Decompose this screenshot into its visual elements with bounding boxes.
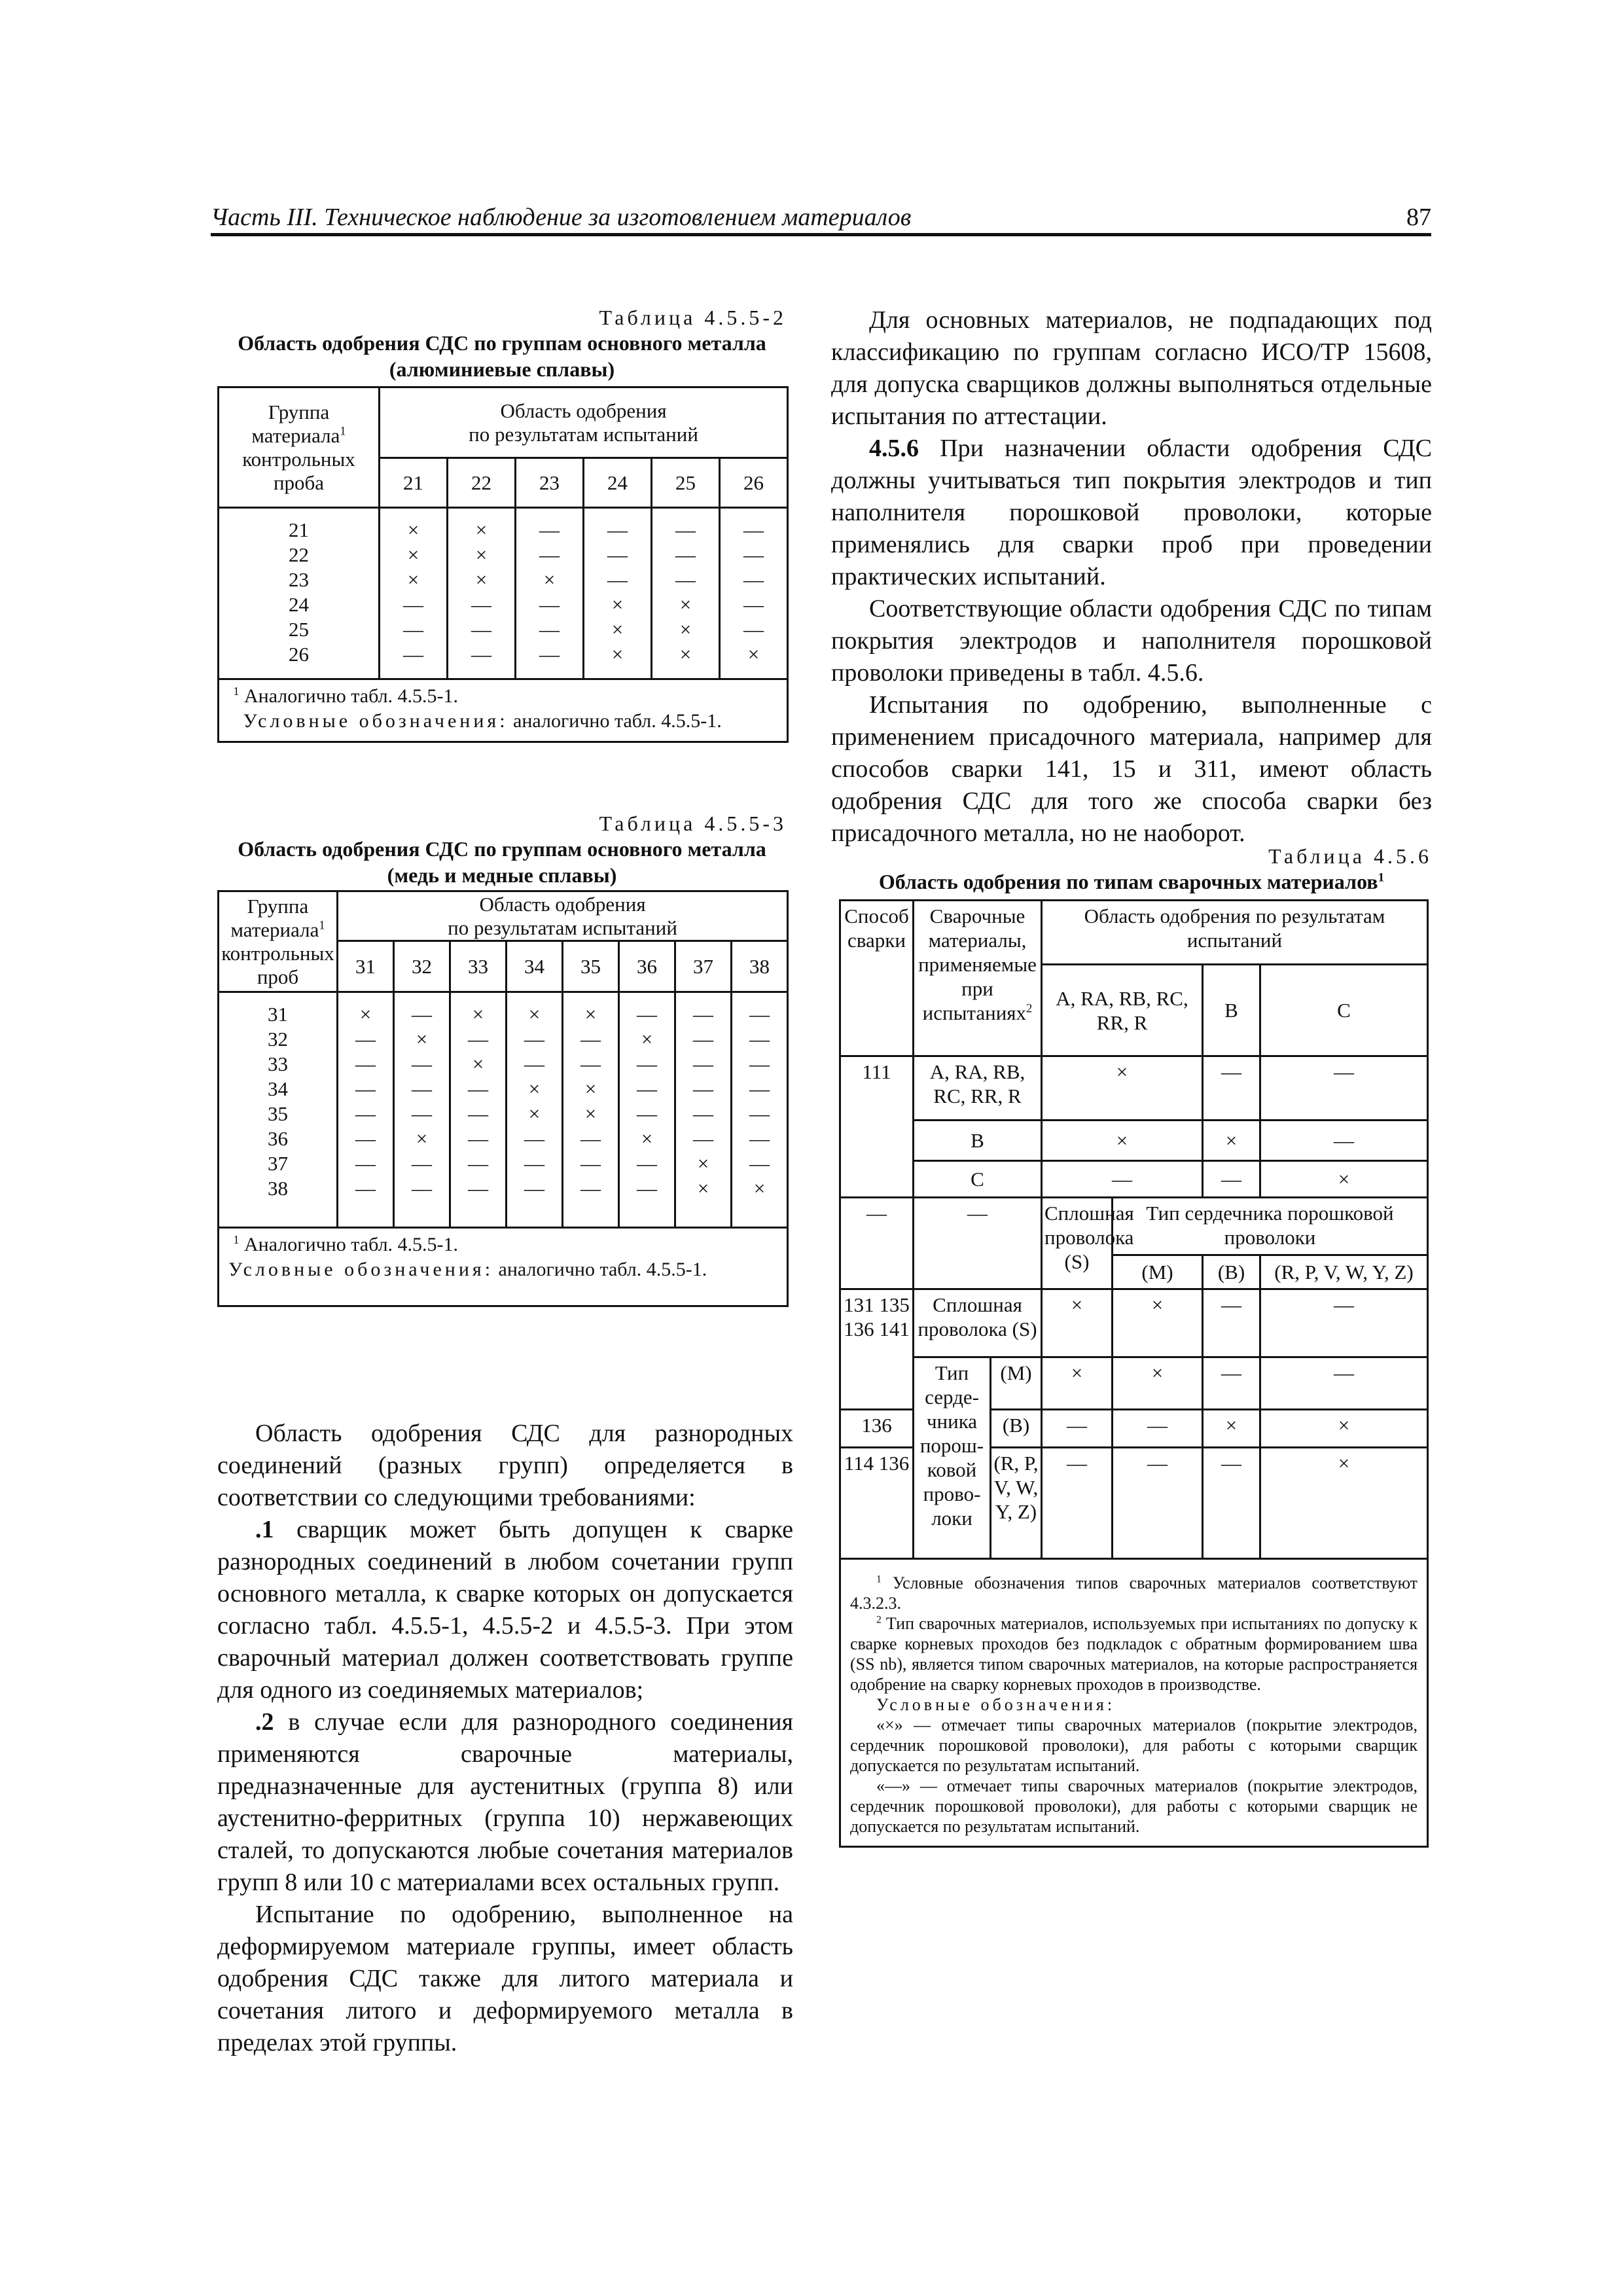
right-body-text — [831, 304, 1432, 850]
cell: × — [1042, 1357, 1113, 1410]
cell: × — [1042, 1056, 1203, 1121]
cell: — — [1260, 1056, 1428, 1121]
paragraph: Испытание по одобрению, выполненное на деформируемом материале группы, имеет область одобрения СДС также для литого материала и сочетания литого и деформируемого металла в пределах этой группы. — [217, 1901, 793, 2056]
table-title: Область одобрения по типам сварочных материалов$^1$ — [878, 870, 1385, 893]
table-4-5-5-2-caption — [217, 306, 787, 382]
col-marks: — — — — — × — [720, 508, 788, 679]
cell: — — [1113, 1410, 1203, 1448]
col-marks: × — × — — — — — — [450, 992, 507, 1228]
material-r: (R, P, V, W, Y, Z) — [991, 1448, 1042, 1559]
methods-group-b: 136 — [840, 1410, 914, 1448]
header-title: Часть III. Техническое наблюдение за изготовлением материалов — [211, 204, 912, 231]
cell: × — [1260, 1448, 1428, 1559]
col-header: 23 — [516, 458, 584, 508]
paragraph: Для основных материалов, не подпадающих под классификацию по группам согласно ИСО/ТР 15608, для допуска сварщиков должны выполняться отдельные испытания по аттестации. — [831, 306, 1432, 430]
col-marks: — — × — — — — [516, 508, 584, 679]
table-body — [219, 992, 788, 1228]
table-body — [219, 508, 788, 679]
page-number: 87 — [1406, 204, 1431, 231]
col-header: 26 — [720, 458, 788, 508]
cell: — — [1042, 1161, 1203, 1198]
col-header-c: C — [1260, 965, 1428, 1056]
col-marks: × — — × × — — — — [563, 992, 619, 1228]
col-header: 35 — [563, 941, 619, 992]
table-4-5-5-2 — [217, 386, 789, 743]
row-labels: 21 22 23 24 25 26 — [219, 508, 380, 679]
col-header: 24 — [584, 458, 652, 508]
cell: × — [1042, 1289, 1113, 1357]
row-labels: 31 32 33 34 35 36 37 38 — [219, 992, 338, 1228]
col-marks: × — — × × — — — — [507, 992, 563, 1228]
table-4-5-5-3 — [217, 890, 789, 1307]
cell: × — [1113, 1289, 1203, 1357]
col-header: 38 — [732, 941, 788, 992]
table-number: Таблица 4.5.5-3 — [599, 812, 787, 835]
material-core: Тип серде- чника порош- ковой прово- локи — [914, 1357, 991, 1559]
table-title: Область одобрения СДС по группам основного металла — [238, 331, 766, 355]
col-header: 22 — [448, 458, 516, 508]
col-header-b: B — [1203, 965, 1260, 1056]
group-header: Группа материала$^1$ контрольных проб — [219, 891, 338, 992]
cell: — — [1203, 1056, 1260, 1121]
cell: × — [1260, 1410, 1428, 1448]
material-c: C — [914, 1161, 1042, 1198]
col-header: 34 — [507, 941, 563, 992]
table-title: Область одобрения СДС по группам основного металла — [238, 837, 766, 861]
cell: — — [1260, 1289, 1428, 1357]
table-number: Таблица 4.5.6 — [1268, 844, 1432, 868]
cell: × — [1260, 1161, 1428, 1198]
col-marks: × — — — — — — — — [338, 992, 394, 1228]
methods-group-c: 114 136 — [840, 1448, 914, 1559]
material-b: B — [914, 1121, 1042, 1161]
sub-header-m: (M) — [1113, 1255, 1203, 1289]
col-marks: — — — — — — × × — [675, 992, 732, 1228]
table-4-5-5-3-caption — [217, 812, 787, 888]
running-header — [211, 200, 1431, 236]
table-number: Таблица 4.5.5-2 — [599, 306, 787, 329]
paragraph: Соответствующие области одобрения СДС по типам покрытия электродов и наполнителя порошковой проволоки приведены в табл. 4.5.6. — [831, 595, 1432, 687]
material-a-group: A, RA, RB, RC, RR, R — [914, 1056, 1042, 1121]
cell: — — [1203, 1448, 1260, 1559]
area-header: Область одобрения по результатам испытаний — [338, 891, 788, 941]
sub-header-core: Тип сердечника порошковой проволоки — [1113, 1198, 1428, 1255]
cell: — — [1042, 1448, 1113, 1559]
table-note: $^1$ Аналогично табл. 4.5.5-1. Условные обозначения: аналогично табл. 4.5.5-1. — [219, 1228, 788, 1306]
col-marks: × × × — — — — [448, 508, 516, 679]
table-notes: $^1$ Условные обозначения типов сварочных материалов соответствуют 4.3.2.3. $^2$ Тип сварочных материалов, используемых при испытаниях по допуску к сварке корневых проходов без подкладок с обратным формированием шва (SS nb), является типом сварочных материалов, на которые распространяется одобрение на сварку корневых проходов в производстве. Условные обозначения: «×» — отмечает типы сварочных материалов (покрытие электродов, сердечник порошковой проволоки), для работы с которыми сварщик допускается по результатам испытаний. «—» — отмечает типы сварочных материалов (покрытие электродов, сердечник порошковой проволоки), для работы с которыми сварщик не допускается по результатам испытаний. — [840, 1559, 1428, 1847]
left-body-text — [217, 1418, 793, 2059]
cell: — — [1203, 1289, 1260, 1357]
sub-header-b: (B) — [1203, 1255, 1260, 1289]
materials-header: Сварочные материалы, применяемые при испытаниях$^2$ — [914, 901, 1042, 1056]
cell: × — [1042, 1121, 1203, 1161]
method-header: Способ сварки — [840, 901, 914, 1056]
table-note: $^1$ Аналогично табл. 4.5.5-1. Условные обозначения: аналогично табл. 4.5.5-1. — [219, 679, 788, 742]
paragraph: 4.5.6 При назначении области одобрения СДС должны учитываться тип покрытия электродов и тип наполнителя порошковой проволоки, которые применялись для сварки проб при проведении практических испытаний. — [831, 435, 1432, 590]
paragraph: .1 сварщик может быть допущен к сварке разнородных соединений в любом сочетании групп основного металла, к сварке которых он допускается согласно табл. 4.5.5-1, 4.5.5-2 и 4.5.5-3. При этом сварочный материал должен соответствовать группе для одного из соединяемых материалов; — [217, 1516, 794, 1704]
col-header-a: A, RA, RB, RC, RR, R — [1042, 965, 1203, 1056]
cell: — — [1042, 1410, 1113, 1448]
table-4-5-6-caption — [831, 844, 1432, 895]
col-marks: — × — — — × — — — [619, 992, 675, 1228]
material-b: (B) — [991, 1410, 1042, 1448]
table-subtitle: (медь и медные сплавы) — [387, 863, 617, 887]
method-111: 111 — [840, 1056, 914, 1198]
cell: × — [1113, 1357, 1203, 1410]
area-header: Область одобрения по результатам испытаний — [1042, 901, 1428, 965]
col-header: 25 — [652, 458, 720, 508]
sub-header-r: (R, P, V, W, Y, Z) — [1260, 1255, 1428, 1289]
col-header: 31 — [338, 941, 394, 992]
cell: × — [1203, 1410, 1260, 1448]
cell: × — [1203, 1121, 1260, 1161]
paragraph: Испытания по одобрению, выполненные с применением присадочного материала, например для способов сварки 141, 15 и 311, имеют область одобрения СДС для того же способа сварки без присадочного металла, но не наоборот. — [831, 691, 1432, 847]
cell: — — [1260, 1121, 1428, 1161]
paragraph: .2 в случае если для разнородного соединения применяются сварочные материалы, предназначенные для аустенитных (группа 8) или аустенитно-ферритных (группа 10) нержавеющих сталей, то допускаются любые сочетания материалов групп 8 или 10 с материалами всех остальных групп. — [217, 1708, 794, 1896]
table-4-5-6 — [839, 899, 1429, 1848]
cell: — — [1203, 1161, 1260, 1198]
material-solid: Сплошная проволока (S) — [914, 1289, 1042, 1357]
group-header: Группа материала$^1$ контрольных проба — [219, 387, 380, 508]
dash-cell: — — [914, 1198, 1042, 1289]
col-header: 36 — [619, 941, 675, 992]
col-header: 32 — [394, 941, 450, 992]
paragraph: Область одобрения СДС для разнородных соединений (разных групп) определяется в соответствии со следующими требованиями: — [217, 1420, 793, 1511]
col-marks: — × — — — × — — — [394, 992, 450, 1228]
cell: — — [1113, 1448, 1203, 1559]
cell: — — [1260, 1357, 1428, 1410]
col-header: 33 — [450, 941, 507, 992]
col-header: 37 — [675, 941, 732, 992]
col-marks: — — — — — — — × — [732, 992, 788, 1228]
col-marks: — — — × × × — [584, 508, 652, 679]
table-subtitle: (алюминиевые сплавы) — [389, 357, 615, 381]
material-m: (M) — [991, 1357, 1042, 1410]
col-marks: — — — × × × — [652, 508, 720, 679]
col-header: 21 — [380, 458, 448, 508]
cell: — — [1203, 1357, 1260, 1410]
area-header: Область одобрения по результатам испытаний — [380, 387, 788, 458]
methods-group-a: 131 135 136 141 — [840, 1289, 914, 1410]
col-marks: × × × — — — — [380, 508, 448, 679]
dash-cell: — — [840, 1198, 914, 1289]
sub-header-solid: Сплошная проволока (S) — [1042, 1198, 1113, 1289]
